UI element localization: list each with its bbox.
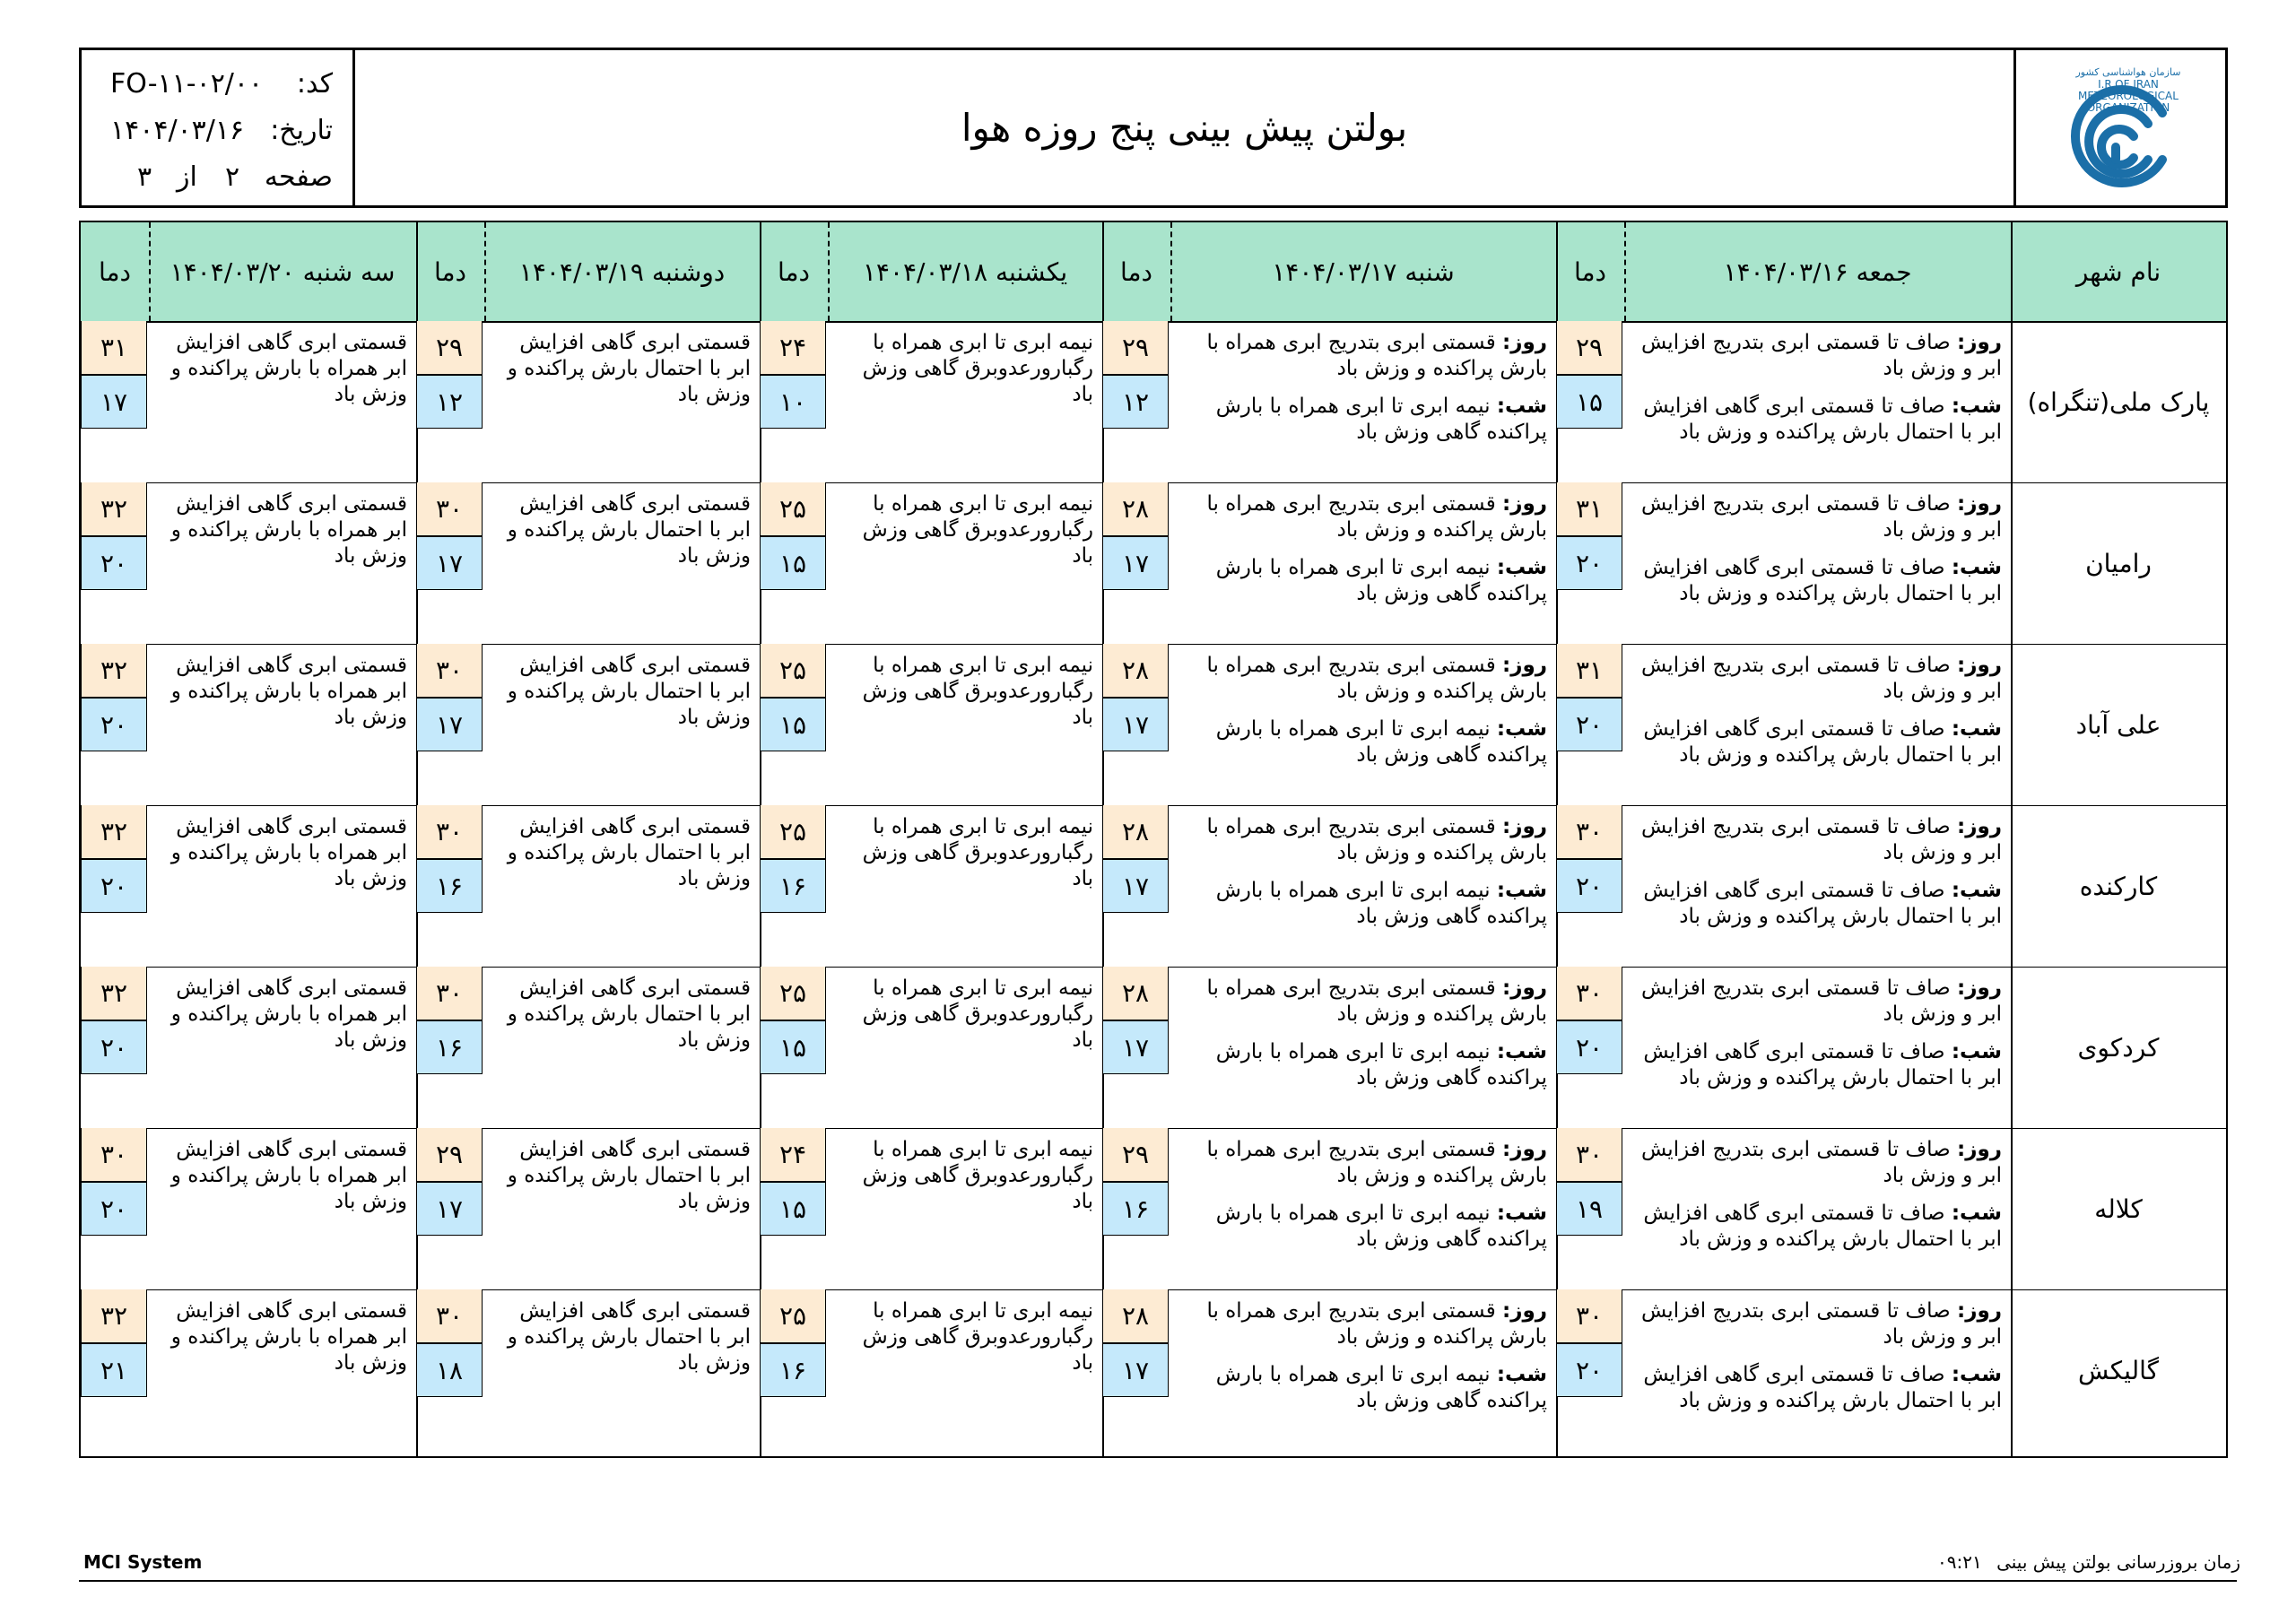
max-temp: ۳۰	[1556, 805, 1622, 859]
temp-header: دما	[81, 222, 149, 321]
min-temp: ۲۰	[81, 536, 147, 590]
day-label: روز:	[1502, 331, 1547, 354]
city-name: پارک ملی(تنگراه)	[2027, 386, 2210, 417]
date-label: تاریخ:	[270, 115, 333, 146]
forecast-description: قسمتی ابری گاهی افزایش ابر همراه با بارش پراکنده و وزش باد	[170, 492, 407, 568]
min-temp: ۱۷	[1102, 859, 1169, 913]
night-label: شب:	[1951, 1202, 2002, 1225]
title-box	[355, 50, 2013, 205]
max-temp: ۲۵	[760, 644, 826, 698]
header-dash-divider	[1624, 222, 1626, 321]
max-temp: ۳۱	[1556, 644, 1622, 698]
day-forecast-text: قسمتی ابری بتدریج ابری همراه با بارش پراکنده و وزش باد	[1206, 1299, 1547, 1349]
day-forecast-text: صاف تا قسمتی ابری بتدریج افزایش ابر و وزش باد	[1640, 331, 2002, 380]
min-temp: ۲۰	[1556, 536, 1622, 590]
day-label: روز:	[1502, 492, 1547, 516]
day-forecast-text: صاف تا قسمتی ابری بتدریج افزایش ابر و وزش باد	[1640, 1299, 2002, 1349]
min-temp: ۱۶	[760, 1343, 826, 1397]
day-forecast-text: صاف تا قسمتی ابری بتدریج افزایش ابر و وزش باد	[1640, 815, 2002, 864]
min-temp: ۱۷	[416, 698, 483, 751]
city-name: رامیان	[2085, 548, 2152, 578]
night-label: شب:	[1951, 1040, 2002, 1063]
forecast-description: نیمه ابری تا ابری همراه با رگبارورعدوبرق گاهی وزش باد	[862, 331, 1093, 406]
forecast-description: نیمه ابری تا ابری همراه با رگبارورعدوبرق گاهی وزش باد	[862, 492, 1093, 568]
night-forecast	[1633, 878, 2002, 930]
night-label: شب:	[1496, 395, 1547, 418]
max-temp: ۲۸	[1102, 967, 1169, 1020]
min-temp: ۱۲	[416, 375, 483, 429]
day-forecast	[1633, 976, 2002, 1028]
max-temp: ۳۱	[1556, 482, 1622, 536]
min-temp: ۱۷	[416, 1182, 483, 1236]
max-temp: ۳۰	[416, 482, 483, 536]
day-label: روز:	[1502, 1299, 1547, 1323]
bulletin-header	[79, 48, 2228, 208]
city-header: نام شهر	[2011, 222, 2226, 321]
night-forecast-text: نیمه ابری تا ابری همراه با بارش پراکنده گاهی وزش باد	[1215, 1202, 1547, 1251]
night-forecast	[1633, 394, 2002, 446]
forecast-description: قسمتی ابری گاهی افزایش ابر همراه با بارش پراکنده و وزش باد	[170, 976, 407, 1052]
forecast-description: نیمه ابری تا ابری همراه با رگبارورعدوبرق گاهی وزش باد	[862, 1299, 1093, 1375]
day-header-2: شنبه ۱۴۰۴/۰۳/۱۷	[1170, 222, 1556, 321]
night-forecast-text: نیمه ابری تا ابری همراه با بارش پراکنده گاهی وزش باد	[1215, 717, 1547, 767]
forecast-description: قسمتی ابری گاهی افزایش ابر با احتمال بارش پراکنده و وزش باد	[507, 815, 751, 890]
day-forecast	[1179, 491, 1547, 543]
day-label: روز:	[1957, 654, 2002, 677]
forecast-description	[1179, 653, 1547, 768]
night-forecast-text: صاف تا قسمتی ابری گاهی افزایش ابر با احتمال بارش پراکنده و وزش باد	[1643, 395, 2002, 444]
city-name: کردکوی	[2077, 1032, 2160, 1063]
city-name: علی آباد	[2075, 709, 2161, 740]
forecast-description	[1179, 814, 1547, 930]
day-forecast-text: قسمتی ابری بتدریج ابری همراه با بارش پراکنده و وزش باد	[1206, 976, 1547, 1026]
header-dash-divider	[484, 222, 486, 321]
page-of-label: از	[177, 161, 197, 193]
max-temp: ۳۰	[416, 1289, 483, 1343]
forecast-description: نیمه ابری تا ابری همراه با رگبارورعدوبرق گاهی وزش باد	[862, 815, 1093, 890]
forecast-description: قسمتی ابری گاهی افزایش ابر با احتمال بارش پراکنده و وزش باد	[507, 492, 751, 568]
night-forecast-text: نیمه ابری تا ابری همراه با بارش پراکنده گاهی وزش باد	[1215, 1363, 1547, 1412]
max-temp: ۲۹	[416, 321, 483, 375]
forecast-description	[1179, 976, 1547, 1091]
min-temp: ۱۷	[1102, 1343, 1169, 1397]
max-temp: ۲۸	[1102, 805, 1169, 859]
max-temp: ۲۵	[760, 1289, 826, 1343]
night-forecast-text: صاف تا قسمتی ابری گاهی افزایش ابر با احتمال بارش پراکنده و وزش باد	[1643, 1363, 2002, 1412]
max-temp: ۳۲	[81, 644, 147, 698]
day-forecast	[1179, 814, 1547, 866]
min-temp: ۱۵	[760, 1182, 826, 1236]
max-temp: ۳۲	[81, 967, 147, 1020]
night-label: شب:	[1496, 1363, 1547, 1386]
max-temp: ۳۰	[81, 1128, 147, 1182]
night-forecast	[1179, 1039, 1547, 1091]
min-temp: ۲۰	[1556, 698, 1622, 751]
logo-text-3: ORGANIZATION	[2086, 101, 2170, 114]
temp-header: دما	[1556, 222, 1624, 321]
footer-divider	[79, 1580, 2237, 1582]
max-temp: ۲۸	[1102, 482, 1169, 536]
night-forecast	[1633, 555, 2002, 607]
max-temp: ۳۲	[81, 1289, 147, 1343]
day-header-5: سه شنبه ۱۴۰۴/۰۳/۲۰	[149, 222, 416, 321]
max-temp: ۲۸	[1102, 644, 1169, 698]
day-forecast	[1179, 653, 1547, 705]
min-temp: ۲۰	[81, 859, 147, 913]
day-forecast-text: صاف تا قسمتی ابری بتدریج افزایش ابر و وزش باد	[1640, 976, 2002, 1026]
day-forecast	[1179, 976, 1547, 1028]
night-label: شب:	[1951, 879, 2002, 902]
min-temp: ۲۰	[1556, 1343, 1622, 1397]
day-label: روز:	[1502, 976, 1547, 1000]
forecast-description: قسمتی ابری گاهی افزایش ابر همراه با بارش پراکنده و وزش باد	[170, 1299, 407, 1375]
night-forecast	[1633, 1201, 2002, 1253]
page-total: ۳	[137, 161, 152, 193]
night-forecast-text: صاف تا قسمتی ابری گاهی افزایش ابر با احتمال بارش پراکنده و وزش باد	[1643, 879, 2002, 928]
forecast-description	[1633, 976, 2002, 1091]
forecast-description: قسمتی ابری گاهی افزایش ابر با احتمال بارش پراکنده و وزش باد	[507, 976, 751, 1052]
night-forecast-text: نیمه ابری تا ابری همراه با بارش پراکنده گاهی وزش باد	[1215, 1040, 1547, 1089]
day-label: روز:	[1957, 1138, 2002, 1161]
min-temp: ۲۰	[81, 1020, 147, 1074]
logo-box	[2013, 50, 2225, 205]
day-label: روز:	[1957, 976, 2002, 1000]
page-title: بولتن پیش بینی پنج روزه هوا	[961, 106, 1408, 150]
day-label: روز:	[1502, 654, 1547, 677]
night-forecast-text: صاف تا قسمتی ابری گاهی افزایش ابر با احتمال بارش پراکنده و وزش باد	[1643, 1040, 2002, 1089]
min-temp: ۱۸	[416, 1343, 483, 1397]
night-forecast	[1179, 394, 1547, 446]
forecast-description	[1633, 491, 2002, 607]
header-dash-divider	[828, 222, 830, 321]
temp-header: دما	[1102, 222, 1170, 321]
min-temp: ۱۷	[81, 375, 147, 429]
day-header-3: یکشنبه ۱۴۰۴/۰۳/۱۸	[828, 222, 1102, 321]
forecast-description	[1633, 814, 2002, 930]
min-temp: ۱۵	[1556, 375, 1622, 429]
document-meta	[82, 50, 355, 205]
forecast-description: نیمه ابری تا ابری همراه با رگبارورعدوبرق گاهی وزش باد	[862, 654, 1093, 729]
day-forecast	[1179, 1298, 1547, 1350]
forecast-description: قسمتی ابری گاهی افزایش ابر همراه با بارش پراکنده و وزش باد	[170, 331, 407, 406]
night-forecast	[1179, 555, 1547, 607]
max-temp: ۳۰	[1556, 1128, 1622, 1182]
header-dash-divider	[1170, 222, 1172, 321]
forecast-description: قسمتی ابری گاهی افزایش ابر با احتمال بارش پراکنده و وزش باد	[507, 1138, 751, 1213]
night-forecast-text: نیمه ابری تا ابری همراه با بارش پراکنده گاهی وزش باد	[1215, 556, 1547, 605]
night-label: شب:	[1496, 879, 1547, 902]
night-label: شب:	[1951, 1363, 2002, 1386]
day-forecast	[1633, 330, 2002, 382]
day-header-4: دوشنبه ۱۴۰۴/۰۳/۱۹	[484, 222, 760, 321]
day-forecast-text: صاف تا قسمتی ابری بتدریج افزایش ابر و وزش باد	[1640, 492, 2002, 542]
day-label: روز:	[1957, 492, 2002, 516]
night-label: شب:	[1496, 556, 1547, 579]
min-temp: ۱۵	[760, 698, 826, 751]
forecast-description	[1633, 1137, 2002, 1253]
forecast-description: قسمتی ابری گاهی افزایش ابر همراه با بارش پراکنده و وزش باد	[170, 1138, 407, 1213]
day-label: روز:	[1502, 1138, 1547, 1161]
max-temp: ۳۱	[81, 321, 147, 375]
forecast-description	[1633, 653, 2002, 768]
day-forecast-text: صاف تا قسمتی ابری بتدریج افزایش ابر و وزش باد	[1640, 654, 2002, 703]
logo-text-1: I.R.OF IRAN	[2098, 78, 2159, 91]
night-label: شب:	[1951, 556, 2002, 579]
day-forecast-text: قسمتی ابری بتدریج ابری همراه با بارش پراکنده و وزش باد	[1206, 331, 1547, 380]
night-label: شب:	[1951, 717, 2002, 741]
night-label: شب:	[1496, 1202, 1547, 1225]
forecast-description	[1179, 330, 1547, 446]
night-forecast	[1633, 716, 2002, 768]
day-forecast	[1633, 1298, 2002, 1350]
max-temp: ۳۰	[416, 644, 483, 698]
max-temp: ۳۲	[81, 482, 147, 536]
min-temp: ۱۷	[416, 536, 483, 590]
min-temp: ۲۰	[81, 1182, 147, 1236]
min-temp: ۱۰	[760, 375, 826, 429]
code-label: کد:	[296, 68, 333, 100]
forecast-description	[1633, 1298, 2002, 1414]
min-temp: ۲۰	[1556, 859, 1622, 913]
day-forecast-text: قسمتی ابری بتدریج ابری همراه با بارش پراکنده و وزش باد	[1206, 654, 1547, 703]
night-forecast-text: صاف تا قسمتی ابری گاهی افزایش ابر با احتمال بارش پراکنده و وزش باد	[1643, 1202, 2002, 1251]
max-temp: ۳۰	[1556, 967, 1622, 1020]
day-forecast-text: قسمتی ابری بتدریج ابری همراه با بارش پراکنده و وزش باد	[1206, 1138, 1547, 1187]
max-temp: ۲۸	[1102, 1289, 1169, 1343]
forecast-description: قسمتی ابری گاهی افزایش ابر با احتمال بارش پراکنده و وزش باد	[507, 331, 751, 406]
day-forecast-text: صاف تا قسمتی ابری بتدریج افزایش ابر و وزش باد	[1640, 1138, 2002, 1187]
night-forecast	[1633, 1039, 2002, 1091]
max-temp: ۳۰	[416, 967, 483, 1020]
night-label: شب:	[1951, 395, 2002, 418]
forecast-description	[1633, 330, 2002, 446]
min-temp: ۱۵	[760, 536, 826, 590]
city-name: کلاله	[2094, 1193, 2143, 1224]
max-temp: ۳۲	[81, 805, 147, 859]
day-forecast	[1633, 491, 2002, 543]
forecast-description: قسمتی ابری گاهی افزایش ابر با احتمال بارش پراکنده و وزش باد	[507, 654, 751, 729]
max-temp: ۲۴	[760, 321, 826, 375]
max-temp: ۲۴	[760, 1128, 826, 1182]
min-temp: ۱۲	[1102, 375, 1169, 429]
forecast-description: نیمه ابری تا ابری همراه با رگبارورعدوبرق گاهی وزش باد	[862, 1138, 1093, 1213]
min-temp: ۲۰	[81, 698, 147, 751]
min-temp: ۱۹	[1556, 1182, 1622, 1236]
day-forecast	[1179, 330, 1547, 382]
night-forecast	[1179, 1362, 1547, 1414]
min-temp: ۱۷	[1102, 1020, 1169, 1074]
day-forecast-text: قسمتی ابری بتدریج ابری همراه با بارش پراکنده و وزش باد	[1206, 815, 1547, 864]
max-temp: ۲۹	[416, 1128, 483, 1182]
min-temp: ۱۵	[760, 1020, 826, 1074]
day-label: روز:	[1957, 1299, 2002, 1323]
forecast-description: نیمه ابری تا ابری همراه با رگبارورعدوبرق گاهی وزش باد	[862, 976, 1093, 1052]
forecast-description: قسمتی ابری گاهی افزایش ابر با احتمال بارش پراکنده و وزش باد	[507, 1299, 751, 1375]
date-value: ۱۴۰۴/۰۳/۱۶	[110, 115, 245, 146]
max-temp: ۳۰	[1556, 1289, 1622, 1343]
forecast-description	[1179, 1298, 1547, 1414]
min-temp: ۲۱	[81, 1343, 147, 1397]
min-temp: ۱۶	[1102, 1182, 1169, 1236]
min-temp: ۱۶	[760, 859, 826, 913]
min-temp: ۱۷	[1102, 698, 1169, 751]
forecast-description	[1179, 1137, 1547, 1253]
page-number: ۲	[225, 161, 240, 193]
day-label: روز:	[1957, 331, 2002, 354]
max-temp: ۲۵	[760, 805, 826, 859]
night-forecast	[1179, 878, 1547, 930]
logo-text-2: METEOROLOGICAL	[2078, 90, 2179, 102]
code-value: FO-۱۱-۰۲/۰۰	[110, 68, 264, 100]
min-temp: ۱۶	[416, 1020, 483, 1074]
day-label: روز:	[1957, 815, 2002, 838]
footer-update-value: ۰۹:۲۱	[1937, 1551, 1982, 1573]
night-label: شب:	[1496, 717, 1547, 741]
night-forecast	[1633, 1362, 2002, 1414]
forecast-description: قسمتی ابری گاهی افزایش ابر همراه با بارش پراکنده و وزش باد	[170, 815, 407, 890]
max-temp: ۲۹	[1102, 321, 1169, 375]
night-forecast	[1179, 1201, 1547, 1253]
max-temp: ۲۹	[1556, 321, 1622, 375]
temp-header: دما	[416, 222, 484, 321]
day-forecast	[1633, 1137, 2002, 1189]
day-forecast	[1633, 814, 2002, 866]
max-temp: ۲۹	[1102, 1128, 1169, 1182]
day-forecast	[1179, 1137, 1547, 1189]
footer-system-name: MCI System	[83, 1551, 203, 1573]
min-temp: ۱۶	[416, 859, 483, 913]
night-forecast	[1179, 716, 1547, 768]
city-name: کارکنده	[2079, 871, 2158, 901]
day-forecast-text: قسمتی ابری بتدریج ابری همراه با بارش پراکنده و وزش باد	[1206, 492, 1547, 542]
forecast-description: قسمتی ابری گاهی افزایش ابر همراه با بارش پراکنده و وزش باد	[170, 654, 407, 729]
day-header-1: جمعه ۱۴۰۴/۰۳/۱۶	[1624, 222, 2011, 321]
day-label: روز:	[1502, 815, 1547, 838]
min-temp: ۱۷	[1102, 536, 1169, 590]
min-temp: ۲۰	[1556, 1020, 1622, 1074]
max-temp: ۲۵	[760, 482, 826, 536]
footer-update-label: زمان بروزرسانی بولتن پیش بینی	[1996, 1551, 2240, 1573]
forecast-description	[1179, 491, 1547, 607]
max-temp: ۳۰	[416, 805, 483, 859]
header-dash-divider	[149, 222, 151, 321]
city-name: گالیکش	[2078, 1355, 2160, 1385]
night-forecast-text: صاف تا قسمتی ابری گاهی افزایش ابر با احتمال بارش پراکنده و وزش باد	[1643, 556, 2002, 605]
night-forecast-text: نیمه ابری تا ابری همراه با بارش پراکنده گاهی وزش باد	[1215, 395, 1547, 444]
day-forecast	[1633, 653, 2002, 705]
forecast-table	[79, 221, 2228, 1458]
night-forecast-text: نیمه ابری تا ابری همراه با بارش پراکنده گاهی وزش باد	[1215, 879, 1547, 928]
night-forecast-text: صاف تا قسمتی ابری گاهی افزایش ابر با احتمال بارش پراکنده و وزش باد	[1643, 717, 2002, 767]
page-label: صفحه	[264, 161, 333, 193]
footer-update-time	[1928, 1551, 2240, 1573]
meteorological-organization-logo	[2028, 59, 2207, 203]
night-label: شب:	[1496, 1040, 1547, 1063]
temp-header: دما	[760, 222, 828, 321]
logo-text-fa: سازمان هواشناسی کشور	[2075, 66, 2181, 78]
max-temp: ۲۵	[760, 967, 826, 1020]
